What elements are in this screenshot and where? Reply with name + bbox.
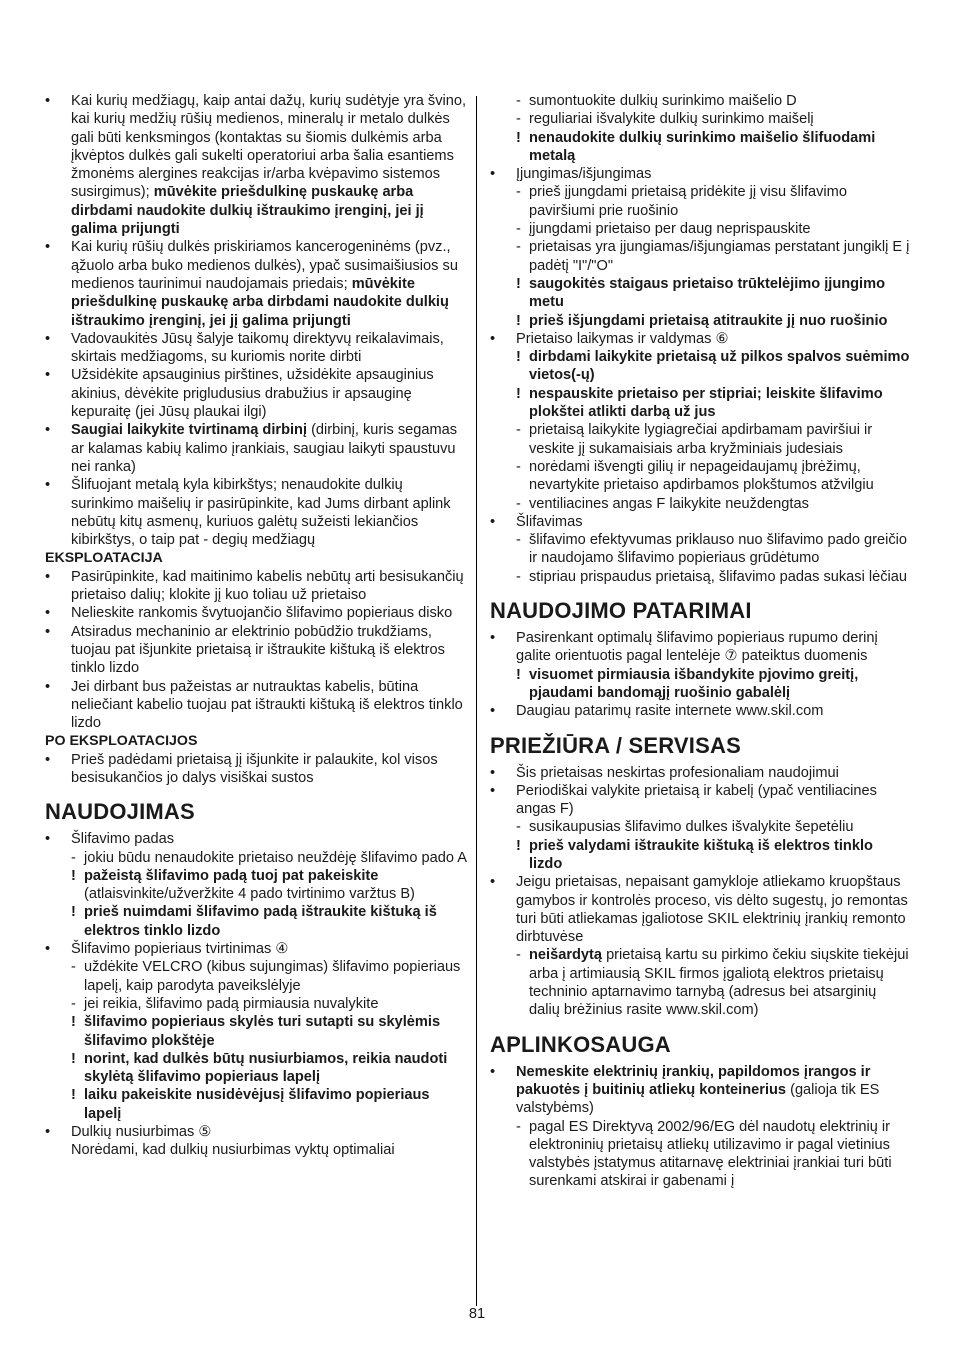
text-run: šlifavimo popieriaus skylės turi sutapti su skylėmis šlifavimo plokštėje [84,1014,441,1049]
dash-marker: - [516,568,521,585]
bullet-marker: • [490,166,496,183]
text-run: jei reikia, šlifavimo padą pirmiausia nuvalykite [84,995,379,1012]
dash-marker: - [516,947,521,964]
text-run: saugokitės staigaus prietaiso trūktelėjimo įjungimo metu [529,275,886,311]
text-run: nenaudokite dulkių surinkimo maišelio šlifuodami metalą [529,129,876,164]
text-run: Dulkių nusiurbimas ⑤ [71,1124,212,1141]
bullet-marker: • [490,1063,496,1080]
dash-marker: - [71,995,76,1012]
section-heading [490,733,910,759]
text-run: Pasirenkant optimalų šlifavimo popieriaus rupumo derinį galite orientuotis pagal lentelėje ⑦ pateiktus duomenis [516,630,878,665]
text-run: (atlaisvinkite/užveržkite 4 pado tvirtinimo varžtus B) [84,886,415,903]
text-run: Jei dirbant bus pažeistas ar nutrauktas kabelis, būtina neliečiant kabelio tuojau pat ištraukti kištuką iš elektros tinklo lizdo [71,678,463,732]
bullet-marker: • [45,941,51,958]
dash-item [490,238,910,275]
bullet-item [45,751,467,788]
dash-marker: - [516,1118,521,1135]
bullet-marker: • [45,568,51,585]
bullet-marker: • [45,751,51,768]
text-run: prietaisą laikykite lygiagrečiai apdirbamam paviršiui ir veskite jį sukamaisiais arba kryžminiais judesiais [529,422,873,457]
right-column [490,92,910,1191]
bullet-item [45,330,467,367]
bullet-marker: • [490,703,496,720]
text-run: pažeistą šlifavimo padą tuoj pat pakeiskite [84,867,379,884]
warning-item [490,348,910,385]
page-number: 81 [468,1306,486,1322]
text-run: jokiu būdu nenaudokite prietaiso neuždėję šlifavimo pado A [84,849,467,866]
warn-marker: ! [71,1014,76,1031]
dash-item [490,568,910,586]
bullet-item [45,940,467,958]
warn-marker: ! [71,1050,76,1067]
bullet-item [490,702,910,720]
bullet-item [490,513,910,531]
text-run: prieš įjungdami prietaisą pridėkite jį visu šlifavimo paviršiumi prie ruošinio [529,184,847,219]
text-run: Vadovaukitės Jūsų šalyje taikomų direktyvų reikalavimais, skirtais medžiagoms, su kuriomis norite dirbti [71,330,444,366]
text-run: stipriau prispaudus prietaisą, šlifavimo padas sukasi lėčiau [529,568,908,585]
bullet-marker: • [45,367,51,384]
warn-marker: ! [516,275,521,292]
warn-marker: ! [516,129,521,146]
bullet-marker: • [490,782,496,799]
dash-item [490,946,910,1019]
text-run: reguliariai išvalykite dulkių surinkimo maišelį [529,111,814,128]
dash-item [490,183,910,220]
text-run: (dirbinį, kuris segamas ar kalamas kabių kalimo įrankiais, saugiau laikyti spaustuvu nei ranka) [71,422,458,475]
text-run: uždėkite VELCRO (kibus sujungimas) šlifavimo popieriaus lapelį, kaip parodyta paveikslėlyje [84,959,461,994]
column-divider [476,96,477,1306]
text-run: prietaisą kartu su pirkimo čekiu siųskite tiekėjui arba į artimiausią SKIL firmos įgaliotą elektros prietaisų techninio aptarnavimo tarnybą (adresus bei atsarginių dalių brėžinius rasite www.skil.com) [529,947,909,1019]
warning-item [45,1086,467,1123]
bullet-item [490,165,910,183]
text-run: pagal ES Direktyvą 2002/96/EG dėl naudotų elektrinių ir elektroninių prietaisų atliekų utilizavimo ir pagal vietinius valstybės įstatymus atitarnavę elektriniai įrankiai turi būti surenkami atskirai ir gabenami į [529,1118,892,1190]
section-heading [45,799,467,825]
dash-item [45,849,467,867]
bullet-item [45,92,467,238]
text-run: PO EKSPLOATACIJOS [45,733,198,750]
text-run: Jeigu prietaisas, nepaisant gamykloje atliekamo kruopštaus gamybos ir kontrolės proceso, vis dėlto sugestų, jo remontas turi būti atliekamas įgaliotose SKIL elektrinių įrankių remonto dirbtuvėse [516,874,908,946]
dash-item [490,110,910,128]
subheading [45,732,467,750]
dash-marker: - [516,111,521,128]
text-run: PRIEŽIŪRA / SERVISAS [490,732,741,758]
bullet-marker: • [45,831,51,848]
dash-marker: - [516,93,521,109]
bullet-marker: • [490,874,496,891]
bullet-marker: • [490,764,496,781]
text-run: Šlifavimas [516,513,583,530]
bullet-item [490,330,910,348]
dash-marker: - [516,458,521,475]
text-run: neišardytą [529,947,603,964]
text-run: Šlifavimo padas [71,831,175,848]
bullet-marker: • [45,422,51,439]
warning-item [45,903,467,940]
warning-item [490,666,910,703]
warn-marker: ! [516,385,521,402]
text-run: Nelieskite rankomis švytuojančio šlifavimo popieriaus disko [71,605,453,622]
dash-marker: - [516,495,521,512]
text-run: Nemeskite elektrinių įrankių, papildomos įrangos ir pakuotės į buitinių atliekų konteinerius [516,1063,871,1098]
warning-item [490,129,910,166]
section-heading [490,1032,910,1058]
text-run: prietaisas yra įjungiamas/išjungiamas perstatant jungiklį E į padėtį "I"/"O" [529,239,910,274]
text-run: susikaupusias šlifavimo dulkes išvalykite šepetėliu [529,819,854,836]
dash-item [490,495,910,513]
text-run: Įjungimas/išjungimas [516,166,652,183]
dash-item [490,1118,910,1191]
bullet-item [45,476,467,549]
text-run: prieš nuimdami šlifavimo padą ištraukite kištuką iš elektros tinklo lizdo [84,904,437,939]
text-run: laiku pakeiskite nusidėvėjusį šlifavimo popieriaus lapelį [84,1087,430,1122]
dash-marker: - [516,819,521,836]
warning-item [45,1013,467,1050]
warning-item [490,385,910,422]
text-run: Šlifavimo popieriaus tvirtinimas ④ [71,941,289,958]
text-run: Prieš padėdami prietaisą jį išjunkite ir palaukite, kol visos besisukančios jo dalys visiškai sustos [71,751,438,786]
subheading [45,549,467,567]
warn-marker: ! [516,837,521,854]
text-run: Prietaiso laikymas ir valdymas ⑥ [516,330,729,347]
bullet-item [45,678,467,733]
bullet-item [490,873,910,946]
bullet-marker: • [490,513,496,530]
dash-item [490,531,910,568]
bullet-item [490,629,910,666]
bullet-marker: • [490,330,496,347]
bullet-marker: • [45,623,51,640]
warning-item [45,1050,467,1087]
bullet-item [490,1063,910,1118]
bullet-item [45,1123,467,1141]
text-run: NAUDOJIMO PATARIMAI [490,598,752,624]
bullet-item [490,782,910,819]
dash-item [490,458,910,495]
dash-marker: - [516,422,521,439]
dash-marker: - [71,849,76,866]
bullet-item [490,764,910,782]
dash-marker: - [516,221,521,238]
text-run: prieš valydami ištraukite kištuką iš elektros tinklo lizdo [529,837,873,872]
bullet-item [45,366,467,421]
text-run: mūvėkite priešdulkinę puskaukę arba dirbdami naudokite dulkių ištraukimo įrenginį, jei jį galima prijungti [71,184,424,238]
text-run: Atsiradus mechaninio ar elektrinio pobūdžio trukdžiams, tuojau pat išjunkite prietaisą ir ištraukite kištuką iš elektros tinklo lizdo [71,623,445,677]
dash-item [490,421,910,458]
bullet-item [45,421,467,476]
text-run: visuomet pirmiausia išbandykite pjovimo greitį, pjaudami bandomąjį ruošinio gabalėlį [529,666,859,701]
warn-marker: ! [71,1087,76,1104]
text-run: norint, kad dulkės būtų nusiurbiamos, reikia naudoti skylėtą šlifavimo popieriaus lapelį [84,1050,448,1086]
text-run: Šlifuojant metalą kyla kibirkštys; nenaudokite dulkių surinkimo maišelių ir pasirūpinkite, kad Jums dirbant aplink nebūtų kitų asmenų, kuriuos galėtų sužeisti lekiančios kibirkštys, o taip pat - degių medžiagų [71,477,451,549]
text-run: ventiliacines angas F laikykite neuždengtas [529,495,809,512]
left-column [45,92,467,1160]
text-run: Saugiai laikykite tvirtinamą dirbinį [71,422,308,439]
text-run: Daugiau patarimų rasite internete www.skil.com [516,703,824,720]
text-run: Šis prietaisas neskirtas profesionaliam naudojimui [516,764,839,781]
dash-item [490,92,910,110]
bullet-marker: • [45,1124,51,1141]
bullet-marker: • [45,239,51,256]
continuation-text [45,1141,467,1159]
text-run: norėdami išvengti gilių ir nepageidaujamų įbrėžimų, nevartykite prietaiso apdirbamos plokštumos atžvilgiu [529,458,874,494]
warning-item [490,275,910,312]
dash-marker: - [516,184,521,201]
warn-marker: ! [516,312,521,329]
warn-marker: ! [516,666,521,683]
text-run: Kai kurių rūšių dulkės priskiriamos kancerogeninėms (pvz., ąžuolo arba buko medienos dulkės), ypač susimaišiusios su medienos taurinimui naudojamais priedais; [71,239,458,292]
text-run: nespauskite prietaiso per stipriai; leiskite šlifavimo plokštei atlikti darbą už jus [529,385,883,421]
dash-item [45,958,467,995]
bullet-item [45,238,467,329]
bullet-marker: • [45,93,51,109]
bullet-item [45,623,467,678]
text-run: (galioja tik ES valstybėms) [516,1081,880,1117]
bullet-marker: • [490,630,496,647]
dash-item [45,995,467,1013]
dash-item [490,818,910,836]
warn-marker: ! [71,904,76,921]
text-run: NAUDOJIMAS [45,799,195,825]
bullet-marker: • [45,605,51,622]
warning-item [45,867,467,904]
warn-marker: ! [516,349,521,366]
bullet-item [45,568,467,605]
text-run: dirbdami laikykite prietaisą už pilkos spalvos suėmimo vietos(-ų) [529,349,910,384]
text-run: APLINKOSAUGA [490,1031,671,1057]
text-run: EKSPLOATACIJA [45,550,163,567]
bullet-item [45,830,467,848]
bullet-marker: • [45,678,51,695]
text-run: Periodiškai valykite prietaisą ir kabelį (ypač ventiliacines angas F) [516,782,877,818]
text-run: sumontuokite dulkių surinkimo maišelio D [529,93,797,109]
text-run: Norėdami, kad dulkių nusiurbimas vyktų optimaliai [71,1142,395,1159]
dash-item [490,220,910,238]
text-run: Kai kurių medžiagų, kaip antai dažų, kurių sudėtyje yra švino, kai kurių medžių rūšių medienos, mineralų ir metalo dulkės gali būti kenksmingos (kontaktas su šiomis dulkėmis arba įkvėptos dulkės gali sukelti operatoriui arba šalia esantiems žmonėms alergines reakcijas ir/arba kvėpavimo sistemos susirgimus); [71,93,467,201]
dash-marker: - [71,959,76,976]
warning-item [490,312,910,330]
text-run: šlifavimo efektyvumas priklauso nuo šlifavimo pado greičio ir naudojamo šlifavimo popieriaus grūdėtumo [529,532,907,567]
warn-marker: ! [71,867,76,884]
bullet-marker: • [45,330,51,347]
bullet-item [45,604,467,622]
warning-item [490,837,910,874]
text-run: mūvėkite priešdulkinę puskaukę arba dirbdami naudokite dulkių ištraukimo įrenginį, jei jį galima prijungti [71,275,449,329]
text-run: įjungdami prietaiso per daug neprispauskite [529,221,811,238]
text-run: prieš išjungdami prietaisą atitraukite jį nuo ruošinio [529,312,888,329]
text-run: Užsidėkite apsauginius pirštines, užsidėkite apsauginius akinius, dėvėkite prigludusius drabužius ir apsauginę kepuraitę (jei Jūsų plaukai ilgi) [71,367,434,421]
dash-marker: - [516,532,521,549]
text-run: Pasirūpinkite, kad maitinimo kabelis nebūtų arti besisukančių prietaiso dalių; klokite jį kuo toliau už prietaiso [71,568,464,604]
bullet-marker: • [45,477,51,494]
dash-marker: - [516,239,521,256]
section-heading [490,598,910,624]
